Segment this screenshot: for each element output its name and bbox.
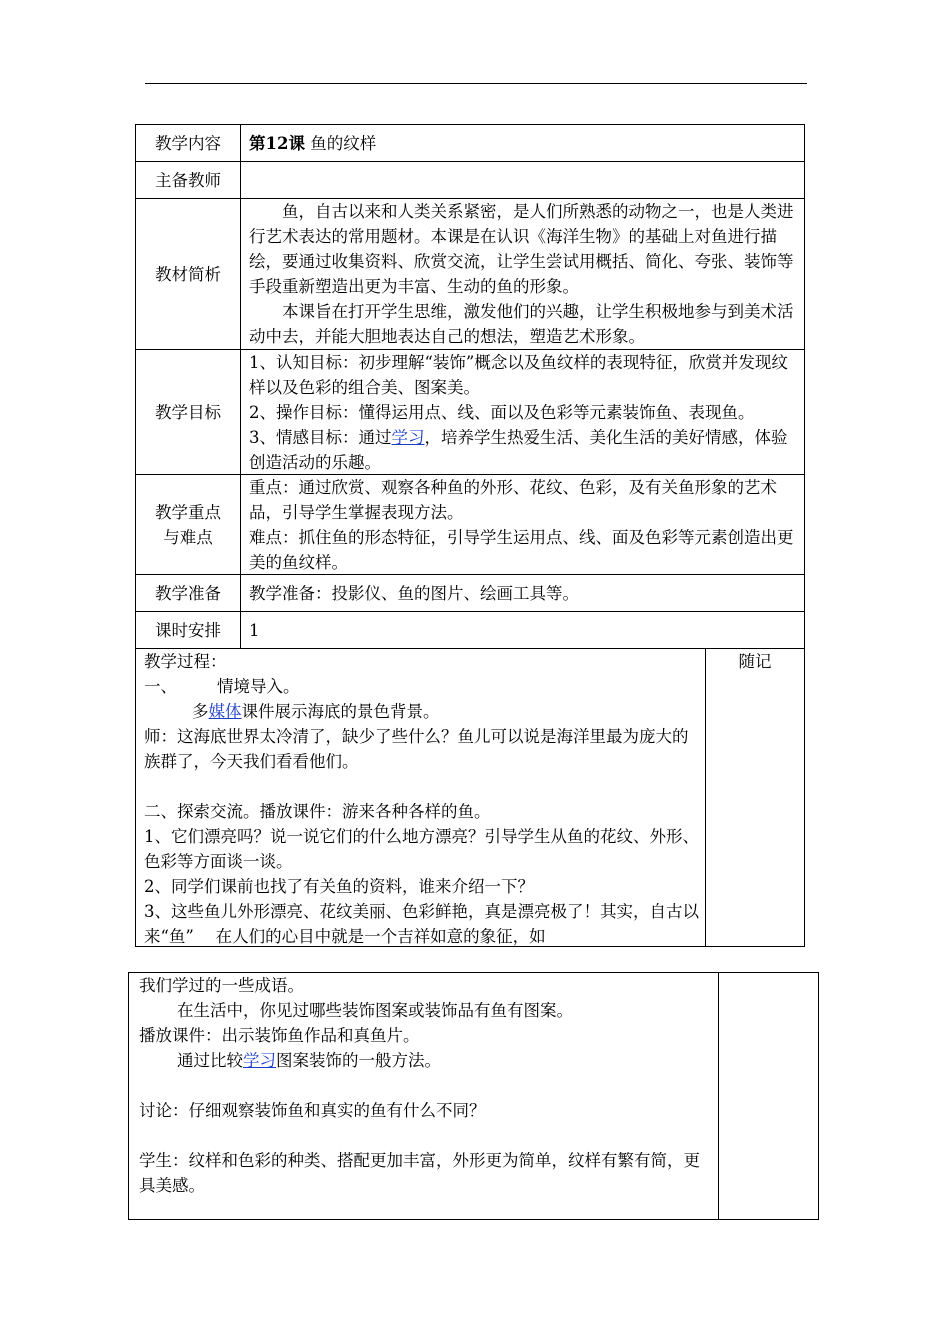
key-point: 重点：通过欣赏、观察各种鱼的外形、花纹、色彩，及有关鱼形象的艺术品，引导学生掌握表现方法。 xyxy=(249,478,777,522)
label-text: 教学内容 xyxy=(155,133,221,153)
goal-emotion xyxy=(249,425,796,475)
label-teaching-prep xyxy=(135,574,241,612)
label-text: 教学重点 xyxy=(155,502,221,522)
lesson-number: 第12课 xyxy=(249,134,305,153)
label-text: 课时安排 xyxy=(155,620,221,640)
label-text: 与难点 xyxy=(163,527,213,547)
section-1-number: 一、 xyxy=(144,677,177,696)
notes-label: 随记 xyxy=(738,652,772,671)
value-main-teacher xyxy=(240,161,805,199)
section-1-teacher-line: 师：这海底世界太冷清了，缺少了些什么？鱼儿可以说是海洋里最为庞大的族群了，今天我们看看他们。 xyxy=(144,727,689,771)
cont-line-idioms: 我们学过的一些成语。 xyxy=(139,976,304,995)
goal-emotion-text: 3、情感目标：通过 xyxy=(249,428,392,447)
cont-line-courseware: 播放课件：出示装饰鱼作品和真鱼片。 xyxy=(139,1026,420,1045)
section-2-question-3: 3、这些鱼儿外形漂亮、花纹美丽、色彩鲜艳，真是漂亮极了！其实，自古以来“鱼” 在人们的心目中就是一个吉祥如意的象征，如 xyxy=(144,902,699,946)
notes-column-2 xyxy=(718,972,819,1220)
process-continued xyxy=(128,972,719,1220)
value-material-analysis xyxy=(240,198,805,350)
value-teaching-content xyxy=(240,124,805,162)
label-text: 教学准备 xyxy=(155,583,221,603)
value-teaching-goals xyxy=(240,349,805,475)
section-2-question-2: 2、同学们课前也找了有关鱼的资料，谁来介绍一下？ xyxy=(144,877,534,896)
prep-text: 教学准备：投影仪、鱼的图片、绘画工具等。 xyxy=(249,584,579,603)
cont-line-compare xyxy=(139,1048,712,1073)
section-2-title: 二、探索交流。播放课件：游来各种各样的鱼。 xyxy=(144,802,491,821)
goal-operation: 2、操作目标：懂得运用点、线、面以及色彩等元素装饰鱼、表现鱼。 xyxy=(249,403,755,422)
cont-line-discussion: 讨论：仔细观察装饰鱼和真实的鱼有什么不同？ xyxy=(139,1101,486,1120)
hours-value: 1 xyxy=(249,621,260,640)
study-link-2[interactable]: 学习 xyxy=(243,1051,276,1070)
label-text: 教学目标 xyxy=(155,402,221,422)
blank-line xyxy=(144,774,699,799)
goal-cognitive: 1、认知目标：初步理解“装饰”概念以及鱼纹样的表现特征，欣赏并发现纹样以及色彩的组合美、图案美。 xyxy=(249,353,788,397)
cont-line-student: 学生：纹样和色彩的种类、搭配更加丰富，外形更为简单，纹样有繁有简，更具美感。 xyxy=(139,1151,700,1195)
header-rule xyxy=(145,83,807,84)
section-1-title xyxy=(144,674,699,699)
media-link[interactable]: 媒体 xyxy=(208,702,242,721)
label-teaching-content xyxy=(135,124,241,162)
label-material-analysis xyxy=(135,198,241,350)
value-teaching-prep xyxy=(240,574,805,612)
media-text: 多 xyxy=(192,702,209,721)
value-class-hours xyxy=(240,611,805,649)
cont-line-life: 在生活中，你见过哪些装饰图案或装饰品有鱼有图案。 xyxy=(177,1001,573,1020)
section-2-question-1: 1、它们漂亮吗？说一说它们的什么地方漂亮？引导学生从鱼的花纹、外形、色彩等方面谈一谈。 xyxy=(144,827,699,871)
value-focus-difficulty xyxy=(240,474,805,575)
teaching-process xyxy=(135,648,706,947)
goal-emotion-text: ，培养学生热爱生活、美化生活的美好情感，体验创造活动的乐趣。 xyxy=(249,428,788,472)
section-1-media-line xyxy=(144,699,699,724)
media-text: 课件展示海底的景色背景。 xyxy=(241,702,440,721)
label-main-teacher xyxy=(135,161,241,199)
process-heading: 教学过程： xyxy=(144,652,227,671)
blank-line xyxy=(139,1073,712,1098)
difficult-point: 难点：抓住鱼的形态特征，引导学生运用点、线、面及色彩等元素创造出更美的鱼纹样。 xyxy=(249,528,794,572)
label-text: 主备教师 xyxy=(155,170,221,190)
compare-text: 通过比较 xyxy=(177,1051,243,1070)
lesson-title: 鱼的纹样 xyxy=(304,134,377,153)
label-text: 教材简析 xyxy=(155,264,221,284)
section-1-text: 情境导入。 xyxy=(217,677,300,696)
label-class-hours xyxy=(135,611,241,649)
blank-line xyxy=(139,1123,712,1148)
label-teaching-goals xyxy=(135,349,241,475)
analysis-paragraph-2: 本课旨在打开学生思维，激发他们的兴趣，让学生积极地参与到美术活动中去，并能大胆地表达自己的想法，塑造艺术形象。 xyxy=(249,302,794,346)
notes-column xyxy=(705,648,805,947)
compare-text: 图案装饰的一般方法。 xyxy=(276,1051,441,1070)
label-focus-difficulty xyxy=(135,474,241,575)
study-link[interactable]: 学习 xyxy=(391,428,425,447)
analysis-paragraph-1: 鱼，自古以来和人类关系紧密，是人们所熟悉的动物之一，也是人类进行艺术表达的常用题材。本课是在认识《海洋生物》的基础上对鱼进行描绘，要通过收集资料、欣赏交流，让学生尝试用概括、简化、夸张、装饰等手段重新塑造出更为丰富、生动的鱼的形象。 xyxy=(249,202,794,296)
